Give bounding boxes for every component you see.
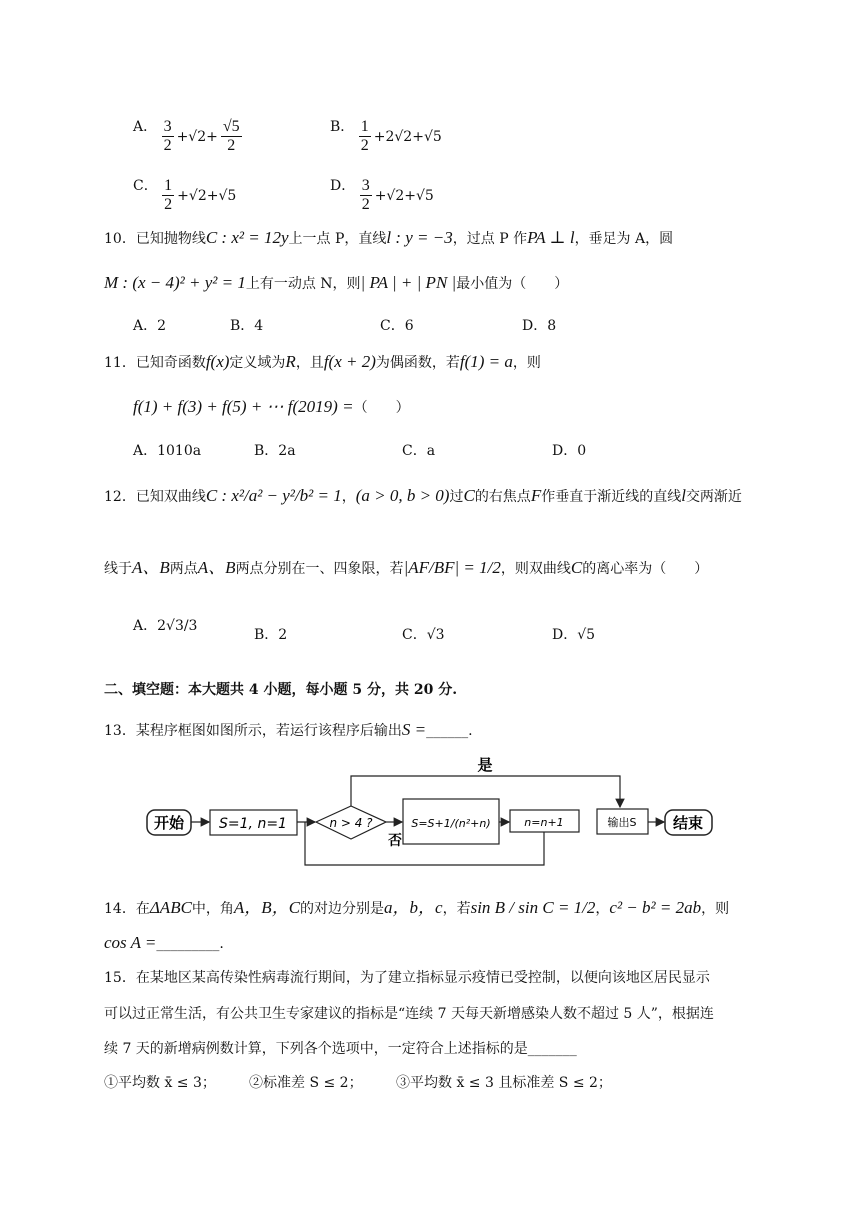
q12-ab: A、B	[197, 558, 236, 577]
q10-text: 已知抛物线	[135, 231, 206, 247]
q12-c: C	[570, 558, 583, 577]
q12-text: 两点分别在一、四象限，若	[235, 561, 404, 577]
q10-line-l: l : y = −3	[386, 228, 453, 247]
q14-text: 的对边分别是	[300, 901, 385, 917]
flowchart	[140, 755, 740, 870]
q10-text: 最小值为（ ）	[456, 276, 569, 292]
q10-parabola: C : x² = 12y	[205, 228, 289, 247]
q9-option-a-label: A．	[133, 119, 158, 135]
q12-condition: (a > 0, b > 0)	[355, 486, 450, 505]
flow-init-label: S=1, n=1	[219, 816, 287, 832]
q11-option-d: D．0	[552, 443, 587, 459]
q15-option-3: ③平均数 x̄ ≤ 3 且标准差 S ≤ 2；	[396, 1075, 612, 1091]
q11-option-b: B．2a	[254, 443, 296, 459]
q15-number: 15．	[104, 970, 136, 986]
q10-perpendicular: PA ⊥ l	[527, 228, 575, 247]
q10-text: ，垂足为 A，圆	[574, 231, 674, 247]
q9-option-b-label: B．	[330, 119, 355, 135]
q15-option-2: ②标准差 S ≤ 2；	[249, 1075, 363, 1091]
q12-number: 12．	[104, 489, 136, 505]
q12-text: 的离心率为（ ）	[582, 561, 709, 577]
q9-option-b-math: $\frac{1}{2}$ +2√2+√5	[360, 118, 442, 154]
q10-number: 10．	[104, 231, 136, 247]
q15-text: 在某地区某高传染性病毒流行期间，为了建立指标显示疫情已受控制，以便向该地区居民显示	[135, 970, 710, 986]
q12-text: 的右焦点	[474, 489, 531, 505]
section-2-title: 二、填空题：本大题共 4 小题，每小题 5 分，共 20 分.	[104, 682, 458, 698]
q14-number: 14．	[104, 901, 136, 917]
q14-relation: c² − b² = 2ab	[609, 898, 702, 917]
q9-option-d-label: D．	[330, 178, 356, 194]
q11-line1	[104, 352, 541, 372]
q12-ab: A、B	[132, 558, 170, 577]
q15-line1	[104, 967, 710, 987]
q14-text: ，则	[701, 901, 730, 917]
q9-option-b	[330, 116, 442, 155]
q11-text: 已知奇函数	[135, 355, 206, 371]
q9-option-c-math: $\frac{1}{2}$ +√2+√5	[164, 177, 237, 213]
q14-line2	[104, 933, 224, 953]
flow-yes-label: 是	[477, 756, 493, 774]
q10-text: 上一点 P，直线	[288, 231, 387, 247]
q11-text: 为偶函数，若	[375, 355, 460, 371]
q9-option-c-label: C．	[133, 178, 158, 194]
q12-l: l	[681, 486, 686, 505]
q14-sine-ratio: sin B / sin C = 1/2	[470, 898, 596, 917]
q9-option-a-math: $\frac{3}{2}$ +√2+ $\frac{√5}{2}$	[163, 118, 240, 154]
q12-text: 作垂直于渐近线的直线	[541, 489, 682, 505]
q12-text: 两点	[169, 561, 198, 577]
q12-line1: 12．已知双曲线C : x²/a² − y²/b² = 1，(a > 0, b > 0)过C的右焦点F作垂直于渐近线的直线l交两渐近	[104, 486, 742, 505]
q9-option-a	[133, 116, 242, 155]
q10-option-a: A．2	[133, 318, 167, 334]
flow-update-n-label: n=n+1	[524, 816, 564, 829]
q12-option-b: B．2	[254, 627, 288, 643]
q10-circle: M : (x − 4)² + y² = 1	[104, 273, 246, 292]
q15-option-1: ①平均数 x̄ ≤ 3；	[104, 1075, 216, 1091]
q14-text: ，若	[442, 901, 471, 917]
q15-line3: 续 7 天的新增病例数计算，下列各个选项中，一定符合上述指标的是_______	[104, 1041, 577, 1057]
q12-option-a-text: A．2√3/3	[133, 618, 198, 634]
q11-option-c: C．a	[402, 443, 436, 459]
flow-condition-label: n > 4 ?	[329, 816, 373, 830]
q11-text: ，且	[295, 355, 324, 371]
q12-hyperbola: C : x²/a² − y²/b² = 1	[205, 486, 342, 505]
q10-text: 上有一动点 N，则	[245, 276, 361, 292]
q11-r: R	[285, 352, 296, 371]
q12-text: 过	[449, 489, 464, 505]
q13-s: S =	[401, 720, 427, 739]
q12-line2	[104, 553, 708, 578]
q13-text: 某程序框图如图所示，若运行该程序后输出	[135, 723, 402, 739]
flow-update-s-label: S=S+1/(n²+n)	[411, 817, 491, 830]
q11-text: ，则	[512, 355, 541, 371]
flow-start-label: 开始	[153, 814, 185, 832]
q14-cos-a: cos A =	[104, 933, 157, 952]
q11-option-a: A．1010a	[133, 443, 202, 459]
q10-distance-sum: | PA | + | PN |	[360, 273, 457, 292]
q9-option-d	[330, 175, 434, 214]
q10-line2	[104, 273, 568, 293]
q12-ratio: |AF/BF| = 1/2	[403, 558, 501, 577]
q11-line2	[133, 397, 410, 417]
q10-line1	[104, 228, 673, 248]
q9-option-c	[133, 175, 236, 214]
q13-blank: ______.	[426, 723, 473, 739]
q10-option-d: D．8	[522, 318, 557, 334]
q14-text: 在	[135, 901, 150, 917]
q14-blank: _________.	[156, 936, 224, 952]
q12-text: 线于	[104, 561, 132, 577]
q10-option-c: C．6	[380, 318, 414, 334]
q14-angles: A，B，C	[233, 898, 301, 917]
flow-no-label: 否	[388, 833, 402, 849]
q9-option-d-math: $\frac{3}{2}$ +√2+√5	[361, 177, 434, 213]
q10-option-b: B．4	[230, 318, 264, 334]
flow-end-label: 结束	[672, 814, 704, 832]
q13-line	[104, 720, 473, 740]
q14-sides: a，b，c	[384, 898, 443, 917]
q10-text: ，过点 P 作	[452, 231, 528, 247]
q14-triangle: ΔABC	[149, 898, 192, 917]
q11-fx: f(x)	[205, 352, 230, 371]
q12-option-d: D．√5	[552, 627, 596, 643]
q11-sum: f(1) + f(3) + f(5) + ⋯ f(2019) =	[133, 397, 354, 416]
q12-option-c: C．√3	[402, 627, 445, 643]
q11-fx2: f(x + 2)	[323, 352, 376, 371]
q12-text: ，则双曲线	[500, 561, 571, 577]
q12-f: F	[530, 486, 542, 505]
q14-text: 中，角	[191, 901, 234, 917]
q11-f1: f(1) = a	[459, 352, 513, 371]
q15-line2: 可以过正常生活，有公共卫生专家建议的指标是“连续 7 天每天新增感染人数不超过 5 人”，根据连	[104, 1006, 714, 1022]
flow-output-label: 输出S	[607, 816, 637, 829]
q11-text: （ ）	[353, 400, 410, 416]
q12-text: 已知双曲线	[135, 489, 206, 505]
q14-line1: 14．在ΔABC中，角A，B，C的对边分别是a，b，c，若sin B / sin C = 1/2，c² − b² = 2ab，则	[104, 898, 730, 917]
q12-option-a	[133, 615, 197, 635]
q13-number: 13．	[104, 723, 136, 739]
q12-c: C	[463, 486, 475, 505]
q11-number: 11．	[104, 355, 136, 371]
q12-text: 交两渐近	[685, 489, 742, 505]
q11-text: 定义域为	[229, 355, 286, 371]
